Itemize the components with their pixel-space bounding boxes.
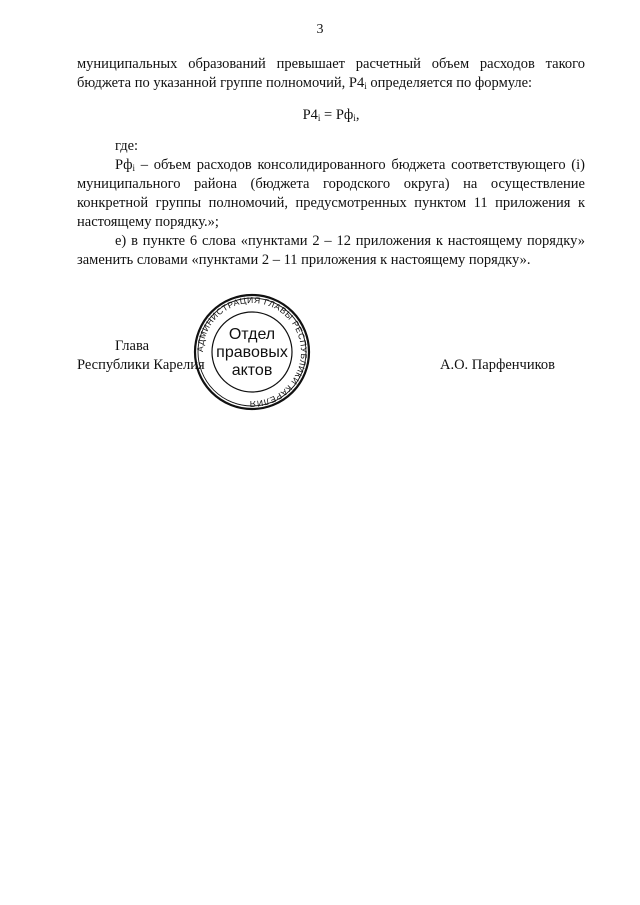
formula-rhs-subscript: i <box>353 113 356 123</box>
where-label: где: <box>115 138 139 154</box>
stamp-line-3: актов <box>231 362 273 379</box>
official-stamp <box>192 292 312 412</box>
stamp-line-1: Отдел <box>228 326 276 343</box>
paragraph-continuation-text: муниципальных образований превышает расчетный объем расходов такого бюджета по указанной группе полномочий, Р4 <box>77 56 585 91</box>
signatory-name: А.О. Парфенчиков <box>439 357 555 373</box>
stamp-line-2: правовых <box>216 344 288 361</box>
definition-subscript: i <box>132 163 135 173</box>
formula-rhs: = Рф <box>320 107 354 123</box>
document-body <box>77 55 585 270</box>
formula-end: , <box>355 107 360 123</box>
signatory-title-line1: Глава <box>115 338 150 354</box>
page-number: 3 <box>316 22 324 37</box>
formula-lhs: Р4 <box>302 107 318 123</box>
formula <box>77 106 585 125</box>
paragraph-continuation <box>77 55 585 93</box>
definition-paragraph <box>77 156 585 232</box>
signatory-title-line2: Республики Карелия <box>77 357 205 373</box>
definition-symbol: Рф <box>115 157 133 173</box>
item-e-paragraph: е) в пункте 6 слова «пунктами 2 – 12 приложения к настоящему порядку» заменить словами «пунктами 2 – 11 приложения к настоящему порядку». <box>77 233 585 268</box>
stamp-ring-text: АДМИНИСТРАЦИЯ ГЛАВЫ РЕСПУБЛИКИ КАРЕЛИЯ <box>194 294 310 410</box>
paragraph-continuation-end: определяется по формуле: <box>366 75 533 91</box>
subscript-i: i <box>364 81 367 91</box>
definition-text: – объем расходов консолидированного бюджета соответствующего (i) муниципального района (бюджета городского округа) на осуществление конкретной группы полномочий, предусмотренных пунктом 11 приложения к настоящему порядку.»; <box>77 157 585 230</box>
signature-block <box>77 337 585 387</box>
formula-lhs-subscript: i <box>317 113 321 123</box>
